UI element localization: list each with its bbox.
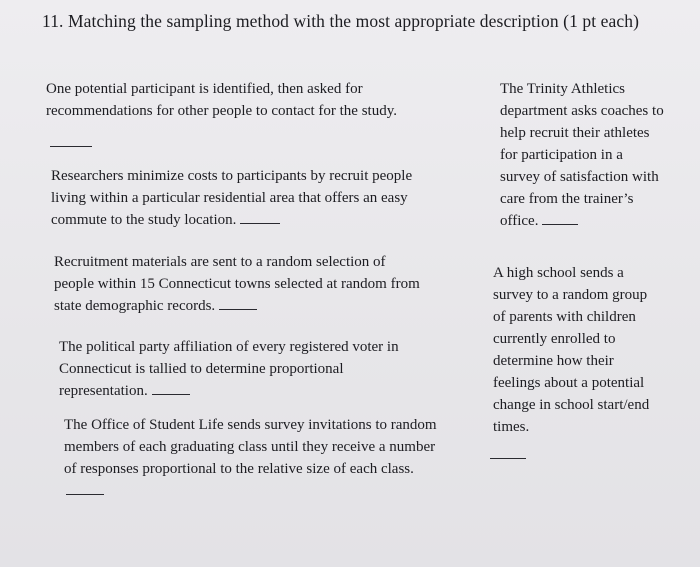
description-cluster	[54, 251, 420, 317]
description-line: of responses proportional to the relative size of each class.	[64, 461, 414, 477]
description-line: currently enrolled to	[493, 331, 616, 347]
description-line: change in school start/end	[493, 397, 650, 413]
description-line: living within a particular residential area that offers an easy	[51, 190, 408, 206]
description-line: One potential participant is identified, then asked for	[46, 81, 363, 97]
description-snowball	[46, 78, 397, 122]
description-line: care from the trainer’s	[500, 191, 634, 207]
answer-blank-7[interactable]	[490, 458, 526, 459]
answer-blank-3[interactable]	[219, 309, 257, 310]
description-line: members of each graduating class until they receive a number	[64, 439, 436, 455]
description-line: representation.	[59, 383, 148, 399]
description-convenience	[51, 165, 412, 231]
answer-blank-2[interactable]	[240, 223, 280, 224]
description-line: of parents with children	[493, 309, 636, 325]
description-quota	[64, 414, 437, 480]
description-line: Connecticut is tallied to determine proportional	[59, 361, 344, 377]
description-line: The Office of Student Life sends survey invitations to random	[64, 417, 437, 433]
description-census	[59, 336, 399, 402]
question-title: 11. Matching the sampling method with the most appropriate description (1 pt each)	[42, 11, 640, 31]
answer-blank-5[interactable]	[66, 494, 104, 495]
description-line: feelings about a potential	[493, 375, 645, 391]
description-line: office.	[500, 213, 539, 229]
description-line: survey to a random group	[493, 287, 648, 303]
description-line: state demographic records.	[54, 298, 216, 314]
description-line: A high school sends a	[493, 265, 624, 281]
description-line: department asks coaches to	[500, 103, 664, 119]
description-line: Researchers minimize costs to participants by recruit people	[51, 168, 413, 184]
description-line: The Trinity Athletics	[500, 81, 626, 97]
answer-blank-6[interactable]	[542, 224, 578, 225]
description-high-school	[493, 262, 649, 438]
answer-blank-1[interactable]	[50, 146, 92, 147]
description-line: for participation in a	[500, 147, 623, 163]
description-line: Recruitment materials are sent to a random selection of	[54, 254, 386, 270]
description-athletics	[500, 78, 664, 232]
description-line: determine how their	[493, 353, 614, 369]
description-line: survey of satisfaction with	[500, 169, 659, 185]
answer-blank-4[interactable]	[152, 394, 190, 395]
description-line: times.	[493, 419, 530, 435]
description-line: people within 15 Connecticut towns selected at random from	[54, 276, 420, 292]
description-line: The political party affiliation of every registered voter in	[59, 339, 399, 355]
description-line: commute to the study location.	[51, 212, 237, 228]
description-line: help recruit their athletes	[500, 125, 650, 141]
description-line: recommendations for other people to contact for the study.	[46, 103, 397, 119]
